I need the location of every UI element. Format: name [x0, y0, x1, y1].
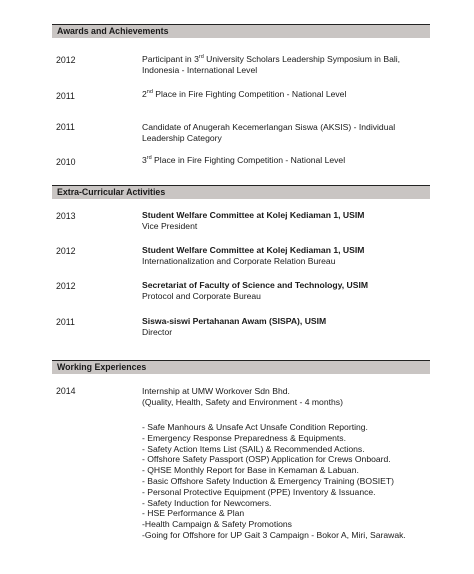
award-year: 2010 [56, 157, 76, 167]
activity-entry [142, 210, 432, 231]
activity-entry [142, 280, 432, 301]
activity-title: Siswa-siswi Pertahanan Awam (SISPA), USIM [142, 316, 327, 326]
activity-title: Student Welfare Committee at Kolej Kediaman 1, USIM [142, 210, 365, 220]
list-item: -Going for Offshore for UP Gait 3 Campaign - Bokor A, Miri, Sarawak. [142, 529, 406, 540]
work-entry [142, 386, 432, 407]
activity-year: 2011 [56, 317, 75, 327]
award-description: Participant in 3rd University Scholars Leadership Symposium in Bali, Indonesia - International Level [142, 54, 401, 75]
list-item: - HSE Performance & Plan [142, 508, 245, 519]
activity-title: Student Welfare Committee at Kolej Kediaman 1, USIM [142, 245, 365, 255]
activity-entry [142, 245, 432, 266]
activity-entry [142, 316, 432, 337]
list-item: - Safe Manhours & Unsafe Act Unsafe Condition Reporting. [142, 422, 368, 432]
activity-role: Vice President [142, 220, 198, 231]
work-department: (Quality, Health, Safety and Environment - 4 months) [142, 396, 343, 407]
list-item: - Safety Induction for Newcomers. [142, 497, 272, 508]
awards-section-heading: Awards and Achievements [52, 24, 430, 38]
work-company: Internship at UMW Workover Sdn Bhd. [142, 386, 290, 396]
activity-year: 2012 [56, 281, 76, 291]
award-description: 3rd Place in Fire Fighting Competition - National Level [142, 155, 346, 165]
activity-role: Protocol and Corporate Bureau [142, 290, 261, 301]
list-item: - Personal Protective Equipment (PPE) Inventory & Issuance. [142, 486, 376, 497]
activity-role: Internationalization and Corporate Relation Bureau [142, 255, 336, 266]
activity-year: 2012 [56, 246, 76, 256]
award-year: 2012 [56, 55, 76, 65]
list-item: - QHSE Monthly Report for Base in Kemaman & Labuan. [142, 465, 359, 476]
list-item: - Basic Offshore Safety Induction & Emergency Training (BOSIET) [142, 475, 395, 486]
extra-section-heading: Extra-Curricular Activities [52, 185, 430, 199]
list-item: - Emergency Response Preparedness & Equipments. [142, 432, 346, 443]
work-year: 2014 [56, 386, 76, 396]
activity-role: Director [142, 326, 173, 337]
activity-title: Secretariat of Faculty of Science and Technology, USIM [142, 280, 369, 290]
award-year: 2011 [56, 122, 75, 132]
list-item: - Offshore Safety Passport (OSP) Application for Crews Onboard. [142, 454, 391, 465]
duties-list [142, 422, 432, 541]
activity-year: 2013 [56, 211, 76, 221]
work-section-heading: Working Experiences [52, 360, 430, 374]
award-description: Candidate of Anugerah Kecemerlangan Siswa (AKSIS) - Individual Leadership Category [142, 122, 396, 143]
award-year: 2011 [56, 91, 75, 101]
list-item: -Health Campaign & Safety Promotions [142, 519, 292, 530]
award-description: 2nd Place in Fire Fighting Competition - National Level [142, 89, 347, 99]
list-item: - Safety Action Items List (SAIL) & Recommended Actions. [142, 443, 365, 454]
